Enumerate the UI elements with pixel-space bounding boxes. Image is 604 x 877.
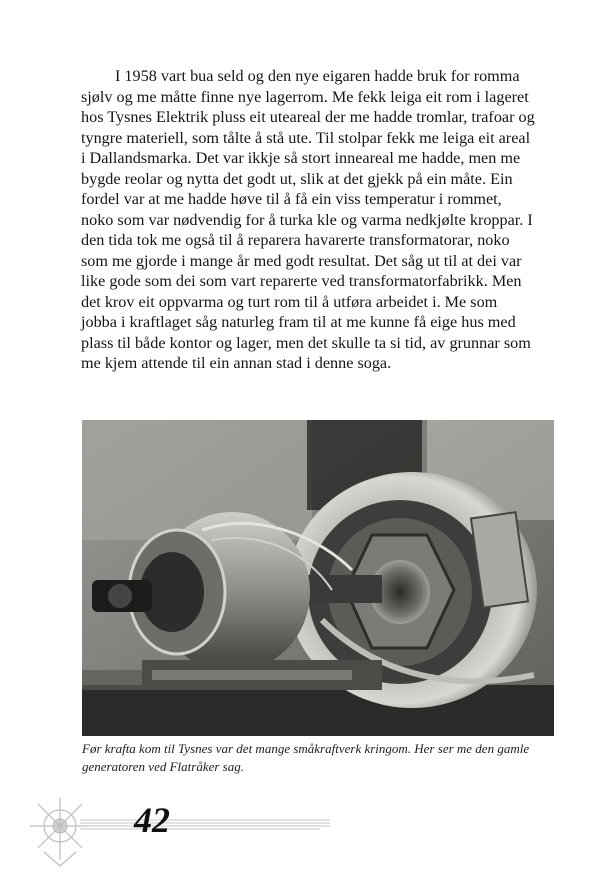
body-paragraph [81,66,537,374]
body-paragraph-text: I 1958 vart bua seld og den nye eigaren hadde bruk for romma sjølv og me måtte finne nye lagerrom. Me fekk leiga eit rom i lageret hos Tysnes Elektrik pluss eit uteareal der me hadde tromlar, trafoar og tyngre materiell, som tålte å stå ute. Til stolpar fekk me leiga eit areal i Dallandsmarka. Det var ikkje så stort inneareal me hadde, men me bygde reolar og nytta det godt ut, slik at det gjekk på ein måte. Ein fordel var at me hadde høve til å få ein viss temperatur i rommet, noko som var nødvendig for å turka kle og varma nedkjølte kroppar. I den tida tok me også til å reparera havarerte transformatorar, noko som me gjorde i mange år med godt resultat. Det såg ut til at dei var like gode som dei som vart reparerte ved transformatorfabrikk. Men det krov eit oppvarma og turt rom til å utføra arbeidet i. Me som jobba i kraftlaget såg naturleg fram til at me kunne få eige hus med plass til både kontor og lager, men det skulle ta si tid, av grunnar som me kjem attende til ein annan stad i denne soga. [81,67,535,372]
generator-photo-drawing [82,420,554,736]
page-number: 42 [134,800,170,840]
photo-caption: Før krafta kom til Tysnes var det mange småkraftverk kringom. Her ser me den gamle generatoren ved Flatråker sag. [82,741,530,774]
generator-photo [82,420,554,736]
footer-rule-lines [80,820,330,829]
footer-ornament [20,790,340,870]
compass-emblem-icon [30,798,90,866]
